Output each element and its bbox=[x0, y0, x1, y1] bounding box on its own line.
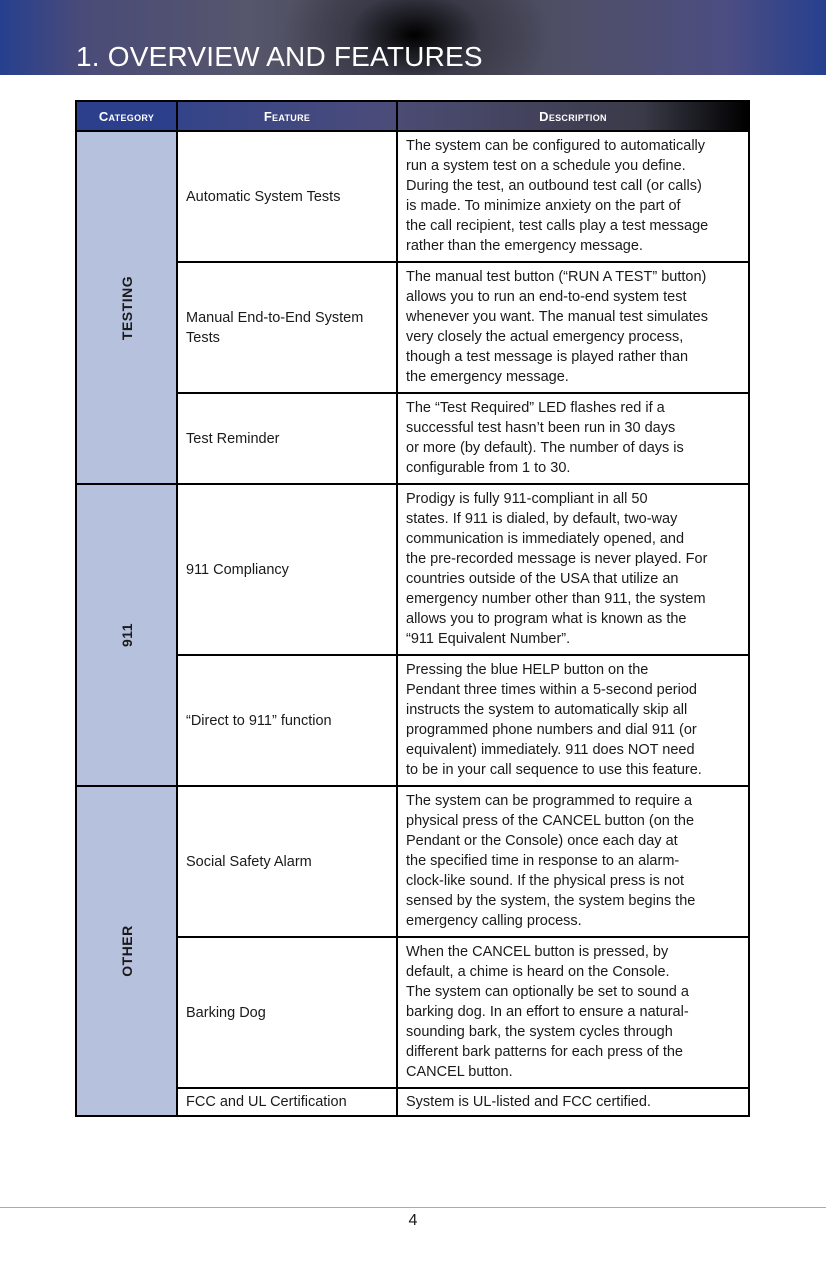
column-header-feature: Feature bbox=[177, 101, 397, 131]
category-label: TESTING bbox=[118, 275, 135, 340]
category-label: OTHER bbox=[118, 925, 135, 977]
description-cell: When the CANCEL button is pressed, by default, a chime is heard on the Console. The system can optionally be set to sound a barking dog. In an effort to ensure a natural- sounding bark, the system cycles through different bark patterns for each press of the CANCEL button. bbox=[397, 937, 749, 1088]
description-cell: The system can be configured to automatically run a system test on a schedule you define. During the test, an outbound test call (or calls) is made. To minimize anxiety on the part of the call recipient, test calls play a test message rather than the emergency message. bbox=[397, 131, 749, 262]
category-cell bbox=[76, 786, 177, 1116]
description-cell: The manual test button (“RUN A TEST” button) allows you to run an end-to-end system test whenever you want. The manual test simulates very closely the actual emergency process, though a test message is played rather than the emergency message. bbox=[397, 262, 749, 393]
description-cell: The “Test Required” LED flashes red if a successful test hasn’t been run in 30 days or more (by default). The number of days is configurable from 1 to 30. bbox=[397, 393, 749, 484]
feature-cell: Barking Dog bbox=[177, 937, 397, 1088]
column-header-description: Description bbox=[397, 101, 749, 131]
feature-cell: Manual End-to-End System Tests bbox=[177, 262, 397, 393]
feature-cell: Automatic System Tests bbox=[177, 131, 397, 262]
feature-cell: FCC and UL Certification bbox=[177, 1088, 397, 1116]
footer-divider bbox=[0, 1207, 826, 1208]
page-number: 4 bbox=[408, 1212, 418, 1229]
description-cell: Prodigy is fully 911-compliant in all 50 states. If 911 is dialed, by default, two-way communication is immediately opened, and the pre-recorded message is never played. For countries outside of the USA that utilize an emergency number other than 911, the system allows you to program what is known as the “911 Equivalent Number”. bbox=[397, 484, 749, 655]
feature-cell: Test Reminder bbox=[177, 393, 397, 484]
feature-cell: “Direct to 911” function bbox=[177, 655, 397, 786]
feature-cell: Social Safety Alarm bbox=[177, 786, 397, 937]
table-header-row bbox=[76, 101, 749, 131]
description-cell: The system can be programmed to require a physical press of the CANCEL button (on the Pendant or the Console) once each day at the specified time in response to an alarm- clock-like sound. If the physical press is not sensed by the system, the system begins the emergency calling process. bbox=[397, 786, 749, 937]
feature-cell: 911 Compliancy bbox=[177, 484, 397, 655]
column-header-category: Category bbox=[76, 101, 177, 131]
table-row bbox=[76, 484, 749, 655]
table-row bbox=[76, 131, 749, 262]
description-cell: System is UL-listed and FCC certified. bbox=[397, 1088, 749, 1116]
features-table bbox=[75, 100, 750, 1117]
category-label: 911 bbox=[118, 622, 135, 648]
description-cell: Pressing the blue HELP button on the Pendant three times within a 5-second period instructs the system to automatically skip all programmed phone numbers and dial 911 (or equivalent) immediately. 911 does NOT need to be in your call sequence to use this feature. bbox=[397, 655, 749, 786]
section-banner bbox=[0, 0, 826, 75]
table-row bbox=[76, 786, 749, 937]
page-title: 1. OVERVIEW AND FEATURES bbox=[76, 41, 483, 72]
category-cell bbox=[76, 131, 177, 484]
category-cell bbox=[76, 484, 177, 786]
